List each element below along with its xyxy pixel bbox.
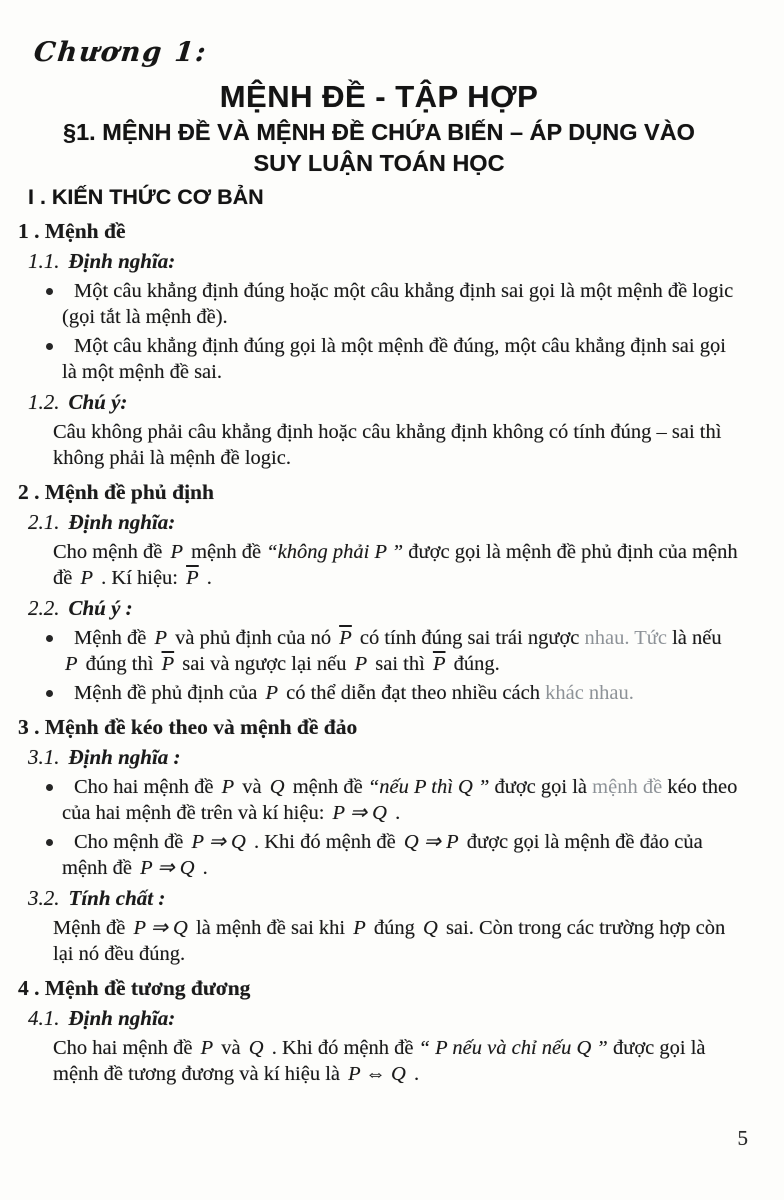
text-run: Cho mệnh đề: [74, 831, 189, 853]
bullet-item: [50, 278, 740, 330]
chapter-script: [32, 36, 742, 70]
text-run: Cho hai mệnh đề: [74, 776, 219, 798]
text-run: Cho hai mệnh đề: [53, 1037, 198, 1059]
text-run: P ⇔ Q: [348, 1063, 406, 1085]
subsection-heading: [28, 744, 740, 770]
bullet-icon: [46, 839, 53, 846]
text-run: . Khi đó mệnh đề: [248, 831, 401, 853]
text-run: có thể diễn đạt theo nhiều cách: [280, 682, 546, 704]
text-run: P ⇒ Q: [133, 917, 188, 939]
paragraph: [53, 539, 740, 591]
text-run: Chương 1:: [32, 37, 210, 68]
text-run: Định nghĩa:: [68, 249, 176, 273]
text-run: mệnh đề: [287, 776, 368, 798]
text-run: 4.1.: [28, 1006, 60, 1030]
section-heading: [18, 479, 740, 505]
bullet-item: [50, 625, 740, 677]
document-content: [18, 36, 740, 1087]
text-run: được gọi là mệnh đề đảo của mệnh đề: [62, 831, 703, 879]
text-run: .: [201, 567, 212, 589]
text-run: và: [216, 1037, 246, 1059]
text-run: 3.2.: [28, 886, 60, 910]
text-run: $\overline{P}$: [339, 627, 352, 649]
text-run: được gọi là mệnh đề phủ định của mệnh đề: [53, 541, 738, 589]
text-run: 4 . Mệnh đề tương đương: [18, 976, 251, 1000]
text-run: 2 . Mệnh đề phủ định: [18, 480, 214, 504]
text-run: Q: [248, 1037, 264, 1059]
text-run: Một câu khẳng định đúng hoặc một câu khẳng định sai gọi là một mệnh đề logic (gọi tắt là mệnh đề).: [62, 280, 734, 328]
bullet-item: [50, 829, 740, 881]
text-run: . Kí hiệu:: [96, 567, 184, 589]
text-run: khác nhau.: [545, 682, 634, 704]
part-heading: [28, 184, 740, 210]
text-run: Tính chất :: [68, 886, 166, 910]
text-run: Chú ý:: [68, 390, 128, 414]
paragraph: [53, 419, 740, 471]
text-run: đúng thì: [80, 653, 159, 675]
text-run: được gọi là mệnh đề tương đương và kí hiệu là: [53, 1037, 706, 1085]
text-run: 1 . Mệnh đề: [18, 219, 126, 243]
text-run: và: [237, 776, 267, 798]
text-run: 3 . Mệnh đề kéo theo và mệnh đề đảo: [18, 715, 358, 739]
text-run: có tính đúng sai trái ngược: [354, 627, 585, 649]
section-heading: [18, 218, 740, 244]
bullet-icon: [46, 288, 53, 295]
text-run: mệnh đề: [185, 541, 267, 563]
page-number: 5: [737, 1126, 748, 1150]
text-run: P: [200, 1037, 214, 1059]
text-run: .: [197, 857, 208, 879]
text-run: §1. MỆNH ĐỀ VÀ MỆNH ĐỀ CHỨA BIẾN – ÁP DỤNG VÀO SUY LUẬN TOÁN HỌC: [63, 119, 695, 176]
text-run: sai thì: [370, 653, 430, 675]
subsection-heading: [28, 1005, 740, 1031]
text-run: P: [154, 627, 167, 649]
text-run: P: [265, 682, 278, 704]
text-run: Mệnh đề: [74, 627, 152, 649]
text-run: Định nghĩa :: [68, 745, 181, 769]
text-run: mệnh đề: [592, 776, 663, 798]
bullet-item: [50, 680, 740, 706]
text-run: 2.1.: [28, 510, 60, 534]
text-run: “nếu P thì Q ”: [367, 776, 490, 798]
bullet-icon: [46, 784, 53, 791]
text-run: sai. Còn trong các trường hợp còn lại nó đều đúng.: [53, 917, 726, 965]
text-run: 2.2.: [28, 596, 60, 620]
subsection-heading: [28, 509, 740, 535]
section-heading: [18, 714, 740, 740]
text-run: và phủ định của nó: [169, 627, 337, 649]
text-run: P: [80, 567, 94, 589]
text-run: Mệnh đề: [53, 917, 131, 939]
subsection-heading: [28, 389, 740, 415]
text-run: $\overline{P}$: [161, 653, 175, 675]
text-run: .: [389, 802, 401, 824]
paragraph: [53, 1035, 740, 1087]
text-run: 1.1.: [28, 249, 60, 273]
text-run: Mệnh đề phủ định của: [74, 682, 263, 704]
text-run: P: [353, 917, 366, 939]
text-run: Q ⇒ P: [403, 831, 459, 853]
bullet-icon: [46, 690, 53, 697]
text-run: được gọi là: [489, 776, 593, 798]
text-run: kéo theo của hai mệnh đề trên và kí hiệu:: [62, 776, 738, 824]
text-run: Q: [423, 917, 438, 939]
bullet-icon: [46, 635, 53, 642]
text-run: sai và ngược lại nếu: [177, 653, 352, 675]
text-run: Định nghĩa:: [68, 510, 176, 534]
text-run: “ P nếu và chỉ nếu Q ”: [418, 1037, 608, 1059]
bullet-icon: [46, 343, 53, 350]
bullet-item: [50, 333, 740, 385]
text-run: “không phải P ”: [266, 541, 404, 563]
text-run: đúng: [368, 917, 421, 939]
text-run: P: [170, 541, 183, 563]
section-heading: [18, 975, 740, 1001]
subsection-heading: [28, 885, 740, 911]
text-run: .: [408, 1063, 420, 1085]
subsection-heading: [28, 595, 740, 621]
text-run: nhau. Tức: [584, 627, 667, 649]
text-run: 3.1.: [28, 745, 60, 769]
text-run: MỆNH ĐỀ - TẬP HỢP: [219, 79, 539, 114]
subsection-heading: [28, 248, 740, 274]
text-run: P ⇒ Q: [191, 831, 246, 853]
paragraph: [53, 915, 740, 967]
text-run: là nếu: [666, 627, 722, 649]
text-run: Q: [269, 776, 285, 798]
text-run: P ⇒ Q: [332, 802, 387, 824]
text-run: Câu không phải câu khẳng định hoặc câu khẳng định không có tính đúng – sai thì không phải là mệnh đề logic.: [53, 421, 722, 469]
lesson-title: [44, 117, 714, 179]
text-run: Cho mệnh đề: [53, 541, 168, 563]
text-run: 1.2.: [28, 390, 60, 414]
text-run: đúng.: [448, 653, 500, 675]
bullet-item: [50, 774, 740, 826]
text-run: $\overline{P}$: [432, 653, 446, 675]
main-title: [18, 78, 740, 115]
text-run: I . KIẾN THỨC CƠ BẢN: [28, 185, 264, 209]
text-run: $\overline{P}$: [186, 567, 199, 589]
text-run: Chú ý :: [68, 596, 133, 620]
text-run: P: [221, 776, 235, 798]
text-run: là mệnh đề sai khi: [190, 917, 351, 939]
text-run: P: [354, 653, 368, 675]
text-run: P: [65, 653, 78, 675]
text-run: P ⇒ Q: [140, 857, 195, 879]
text-run: . Khi đó mệnh đề: [266, 1037, 419, 1059]
text-run: Định nghĩa:: [68, 1006, 176, 1030]
text-run: Một câu khẳng định đúng gọi là một mệnh đề đúng, một câu khẳng định sai gọi là một mệnh đề sai.: [62, 335, 726, 383]
